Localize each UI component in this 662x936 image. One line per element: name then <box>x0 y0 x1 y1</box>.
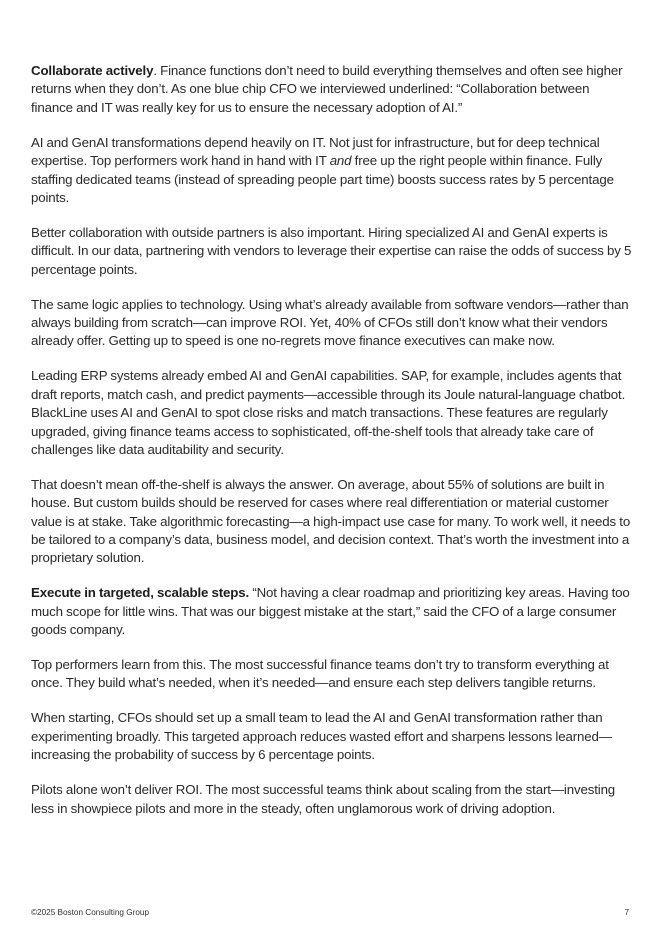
paragraph-lead: Execute in targeted, scalable steps. <box>31 585 250 601</box>
paragraph-text: AI and GenAI transformations depend heavily on IT. Not just for infrastructure, but for deep technical expertise. Top performers work hand in hand with IT <box>31 134 600 169</box>
paragraph-erp-systems <box>31 367 633 459</box>
paragraph-emphasis: and <box>329 153 352 169</box>
paragraph-it-dependence <box>31 134 633 208</box>
page-footer <box>31 908 629 917</box>
paragraph-text: Leading ERP systems already embed AI and GenAI capabilities. SAP, for example, includes agents that draft reports, match cash, and predict payments—accessible through its Joule natural-language chatbot. BlackLine uses AI and GenAI to spot close risks and match transactions. These features are regularly upgraded, giving finance teams access to sophisticated, off-the-shelf tools that already take care of challenges like data auditability and security. <box>31 368 626 457</box>
paragraph-off-the-shelf <box>31 476 633 568</box>
paragraph-pilots-roi <box>31 781 633 818</box>
paragraph-text: free up the right people within finance. Fully staffing dedicated teams (instead of spreading people part time) boosts success rates by 5 percentage points. <box>31 153 614 205</box>
paragraph-text: When starting, CFOs should set up a small team to lead the AI and GenAI transformation rather than experimenting broadly. This targeted approach reduces wasted effort and sharpens lessons learned—increasing the probability of success by 6 percentage points. <box>31 710 612 763</box>
page-number: 7 <box>624 908 629 917</box>
footer-copyright: ©2025 Boston Consulting Group <box>31 908 150 917</box>
paragraph-collaborate-actively <box>31 62 633 117</box>
paragraph-execute-targeted-steps <box>31 584 633 639</box>
paragraph-technology-logic <box>31 296 633 351</box>
paragraph-outside-partners <box>31 224 633 279</box>
paragraph-text: The same logic applies to technology. Using what’s already available from software vendors—rather than always building from scratch—can improve ROI. Yet, 40% of CFOs still don’t know what their vendors already offer. Getting up to speed is one no-regrets move finance executives can make now. <box>31 296 629 349</box>
document-body <box>31 62 633 834</box>
paragraph-top-performers <box>31 656 633 693</box>
paragraph-small-team <box>31 709 633 764</box>
paragraph-text: . Finance functions don’t need to build everything themselves and often see higher returns when they don’t. As one blue chip CFO we interviewed underlined: “Collaboration between finance and IT was really key for us to ensure the necessary adoption of AI.” <box>31 63 623 115</box>
paragraph-lead: Collaborate actively <box>31 63 154 78</box>
paragraph-text: That doesn’t mean off-the-shelf is always the answer. On average, about 55% of solutions are built in house. But custom builds should be reserved for cases where real differentiation or material customer value is at stake. Take algorithmic forecasting—a high-impact use case for many. To work well, it needs to be tailored to a company’s data, business model, and decision context. That’s worth the investment into a proprietary solution. <box>31 476 631 566</box>
paragraph-text: “Not having a clear roadmap and prioritizing key areas. Having too much scope for little wins. That was our biggest mistake at the start,” said the CFO of a large consumer goods company. <box>31 585 630 638</box>
paragraph-text: Better collaboration with outside partners is also important. Hiring specialized AI and GenAI experts is difficult. In our data, partnering with vendors to leverage their expertise can raise the odds of success by 5 percentage points. <box>31 224 632 277</box>
paragraph-text: Pilots alone won’t deliver ROI. The most successful teams think about scaling from the start—investing less in showpiece pilots and more in the steady, often unglamorous work of driving adoption. <box>31 782 616 816</box>
paragraph-text: Top performers learn from this. The most successful finance teams don’t try to transform everything at once. They build what’s needed, when it’s needed—and ensure each step delivers tangible returns. <box>31 657 609 691</box>
